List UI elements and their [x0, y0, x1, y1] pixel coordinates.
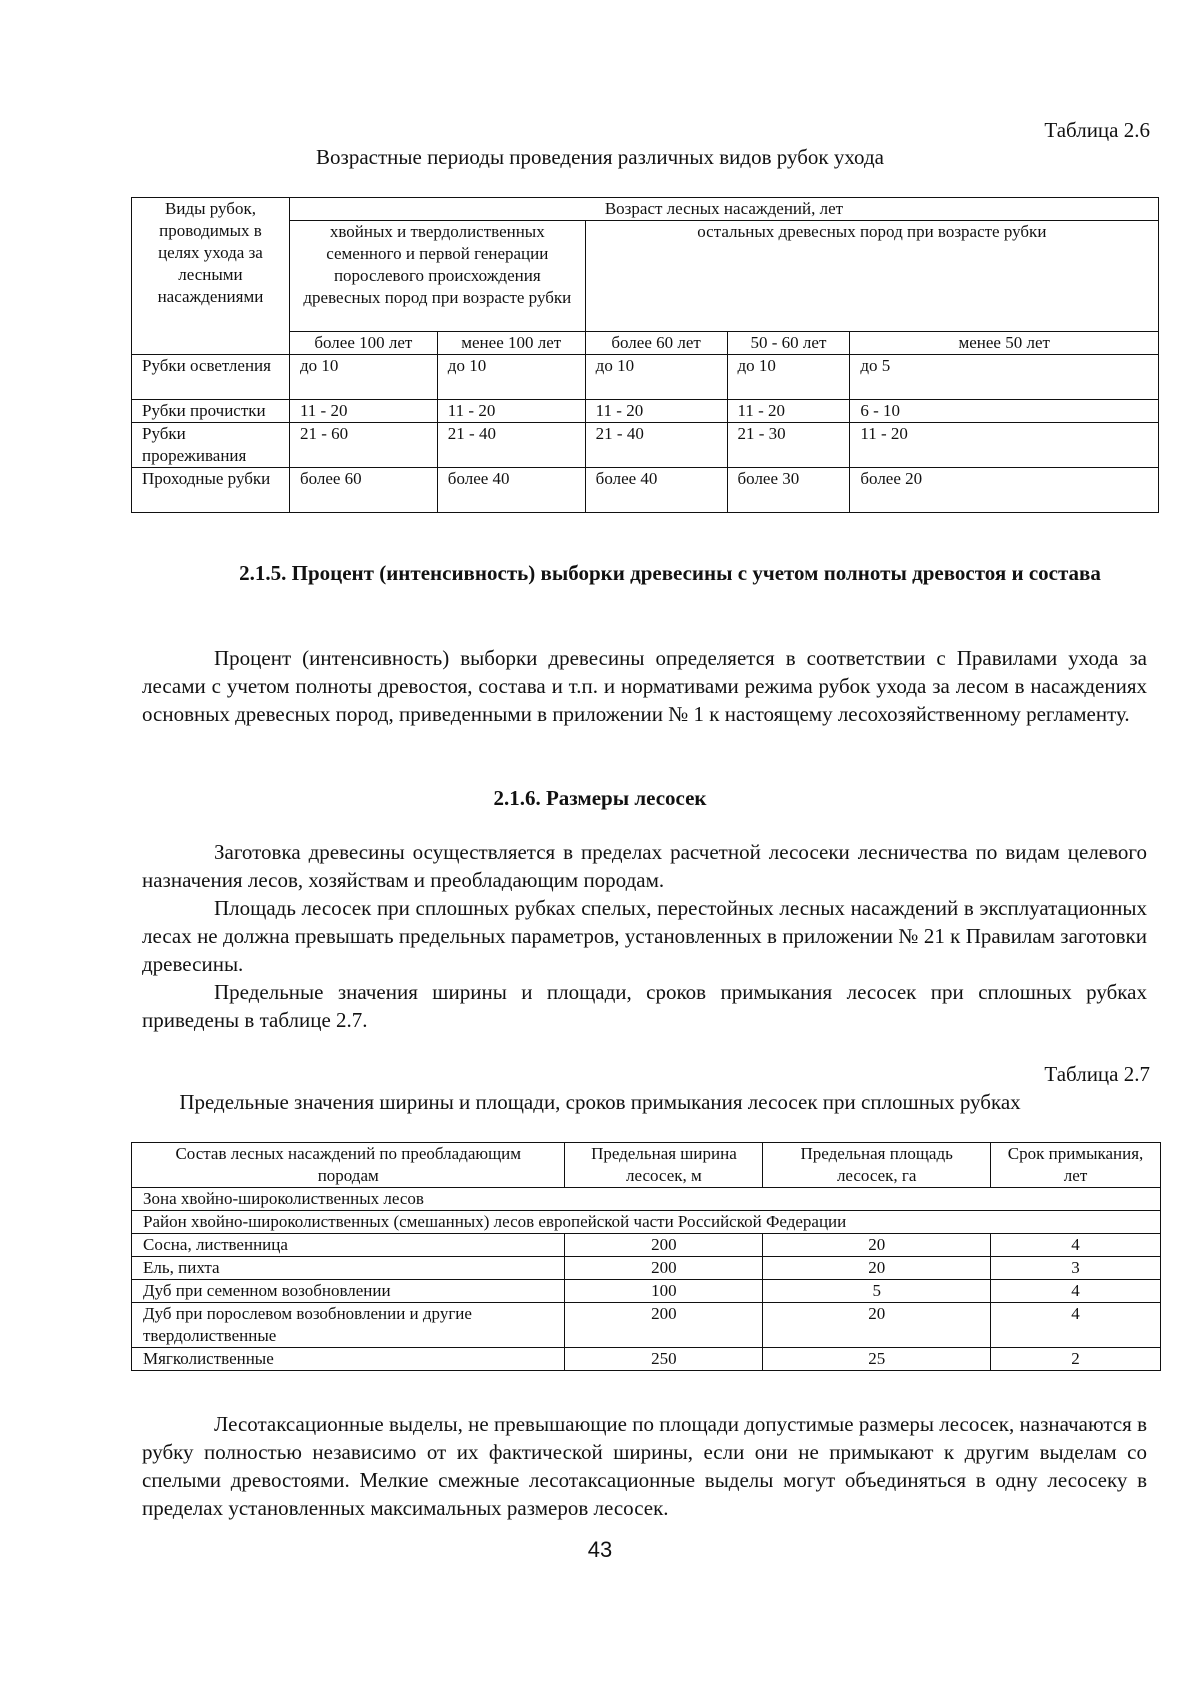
- table-2-6-title: Возрастные периоды проведения различных видов рубок ухода: [316, 145, 884, 169]
- table-row: [132, 468, 1159, 513]
- subheader: 50 - 60 лет: [727, 332, 850, 355]
- paragraph-text: Процент (интенсивность) выборки древесины определяется в соответствии с Правилами ухода за лесами с учетом полноты древостоя, состава и т.п. и нормативами режима рубок ухода за лесом в насаждениях основных древесных пород, приведенными в приложении № 1 к настоящему лесохозяйственному регламенту.: [142, 646, 1147, 726]
- row-label: Проходные рубки: [132, 468, 290, 513]
- section-2-1-6-paragraph-2: [142, 894, 1147, 978]
- cell: 11 - 20: [437, 400, 585, 423]
- cell: более 40: [437, 468, 585, 513]
- table-row: [132, 1348, 1161, 1371]
- cell: более 40: [585, 468, 727, 513]
- cell-term: 4: [991, 1280, 1161, 1303]
- cell: 21 - 40: [437, 423, 585, 468]
- table-row: [132, 400, 1159, 423]
- cell-area: 20: [763, 1234, 991, 1257]
- header-other-species: остальных древесных пород при возрасте рубки: [585, 221, 1158, 332]
- table-row: [132, 355, 1159, 400]
- row-label: Рубки осветления: [132, 355, 290, 400]
- paragraph-text: Предельные значения ширины и площади, сроков примыкания лесосек при сплошных рубках приведены в таблице 2.7.: [142, 980, 1147, 1032]
- cell: 21 - 30: [727, 423, 850, 468]
- table-row: [132, 1303, 1161, 1348]
- cell-term: 4: [991, 1234, 1161, 1257]
- cell: до 10: [289, 355, 437, 400]
- subheader: менее 50 лет: [850, 332, 1159, 355]
- header-width: Предельная ширина лесосек, м: [565, 1143, 763, 1188]
- cell-area: 25: [763, 1348, 991, 1371]
- paragraph-text: Площадь лесосек при сплошных рубках спелых, перестойных лесных насаждений в эксплуатационных лесах не должна превышать предельных параметров, установленных в приложении № 21 к Правилам заготовки древесины.: [142, 896, 1147, 976]
- cell-area: 20: [763, 1303, 991, 1348]
- header-forest-age: Возраст лесных насаждений, лет: [289, 198, 1158, 221]
- cell: 21 - 40: [585, 423, 727, 468]
- row-label: Ель, пихта: [132, 1257, 565, 1280]
- cell: 11 - 20: [727, 400, 850, 423]
- row-label: Дуб при порослевом возобновлении и другие твердолиственные: [132, 1303, 565, 1348]
- header-area: Предельная площадь лесосек, га: [763, 1143, 991, 1188]
- table-row: [132, 1280, 1161, 1303]
- subheader: более 60 лет: [585, 332, 727, 355]
- cell-width: 100: [565, 1280, 763, 1303]
- subheader: более 100 лет: [289, 332, 437, 355]
- section-2-1-5-heading: 2.1.5. Процент (интенсивность) выборки древесины с учетом полноты древостоя и состава: [239, 561, 1101, 585]
- cell: более 20: [850, 468, 1159, 513]
- cell-width: 200: [565, 1234, 763, 1257]
- cell: более 30: [727, 468, 850, 513]
- cell: до 10: [437, 355, 585, 400]
- cell: 11 - 20: [850, 423, 1159, 468]
- paragraph-text: Лесотаксационные выделы, не превышающие по площади допустимые размеры лесосек, назначаются в рубку полностью независимо от их фактической ширины, если они не примыкают к другим выделам со спелыми древостоями. Мелкие смежные лесотаксационные выделы могут объединяться в одну лесосеку в пределах установленных максимальных размеров лесосек.: [142, 1412, 1147, 1520]
- row-label: Рубки прочистки: [132, 400, 290, 423]
- cell: 21 - 60: [289, 423, 437, 468]
- cell-width: 200: [565, 1303, 763, 1348]
- table-row: [132, 423, 1159, 468]
- table-2-7-title: Предельные значения ширины и площади, сроков примыкания лесосек при сплошных рубках: [179, 1090, 1021, 1114]
- row-label: Сосна, лиственница: [132, 1234, 565, 1257]
- cell: более 60: [289, 468, 437, 513]
- region-row: Район хвойно-широколиственных (смешанных) лесов европейской части Российской Федерации: [132, 1211, 1161, 1234]
- cell: 6 - 10: [850, 400, 1159, 423]
- cell: 11 - 20: [289, 400, 437, 423]
- table-row: [132, 1234, 1161, 1257]
- page-number: 43: [587, 1537, 613, 1562]
- row-label: Мягколиственные: [132, 1348, 565, 1371]
- cell: до 10: [585, 355, 727, 400]
- cell-width: 250: [565, 1348, 763, 1371]
- table-2-7-number: Таблица 2.7: [1044, 1062, 1150, 1086]
- cell-term: 2: [991, 1348, 1161, 1371]
- cell-width: 200: [565, 1257, 763, 1280]
- table-2-6-number: Таблица 2.6: [1044, 118, 1150, 142]
- cell-term: 4: [991, 1303, 1161, 1348]
- header-cut-types: Виды рубок, проводимых в целях ухода за лесными насаждениями: [132, 198, 290, 355]
- cell-term: 3: [991, 1257, 1161, 1280]
- cell-area: 5: [763, 1280, 991, 1303]
- header-conifer: хвойных и твердолиственных семенного и первой генерации порослевого происхождения древесных пород при возрасте рубки: [289, 221, 585, 332]
- subheader: менее 100 лет: [437, 332, 585, 355]
- cell-area: 20: [763, 1257, 991, 1280]
- zone-row: Зона хвойно-широколиственных лесов: [132, 1188, 1161, 1211]
- cell: до 5: [850, 355, 1159, 400]
- section-2-1-6-paragraph-3: [142, 978, 1147, 1034]
- cell: до 10: [727, 355, 850, 400]
- header-composition: Состав лесных насаждений по преобладающим породам: [132, 1143, 565, 1188]
- table-2-6: [131, 197, 1159, 513]
- section-2-1-6-heading: 2.1.6. Размеры лесосек: [493, 786, 707, 810]
- closing-paragraph: [142, 1410, 1147, 1522]
- section-2-1-6-paragraph-1: [142, 838, 1147, 894]
- table-2-7: [131, 1142, 1161, 1371]
- paragraph-text: Заготовка древесины осуществляется в пределах расчетной лесосеки лесничества по видам целевого назначения лесов, хозяйствам и преобладающим породам.: [142, 840, 1147, 892]
- section-2-1-5-paragraph: [142, 644, 1147, 728]
- row-label: Рубки прореживания: [132, 423, 290, 468]
- table-row: [132, 1257, 1161, 1280]
- row-label: Дуб при семенном возобновлении: [132, 1280, 565, 1303]
- header-term: Срок примыкания, лет: [991, 1143, 1161, 1188]
- cell: 11 - 20: [585, 400, 727, 423]
